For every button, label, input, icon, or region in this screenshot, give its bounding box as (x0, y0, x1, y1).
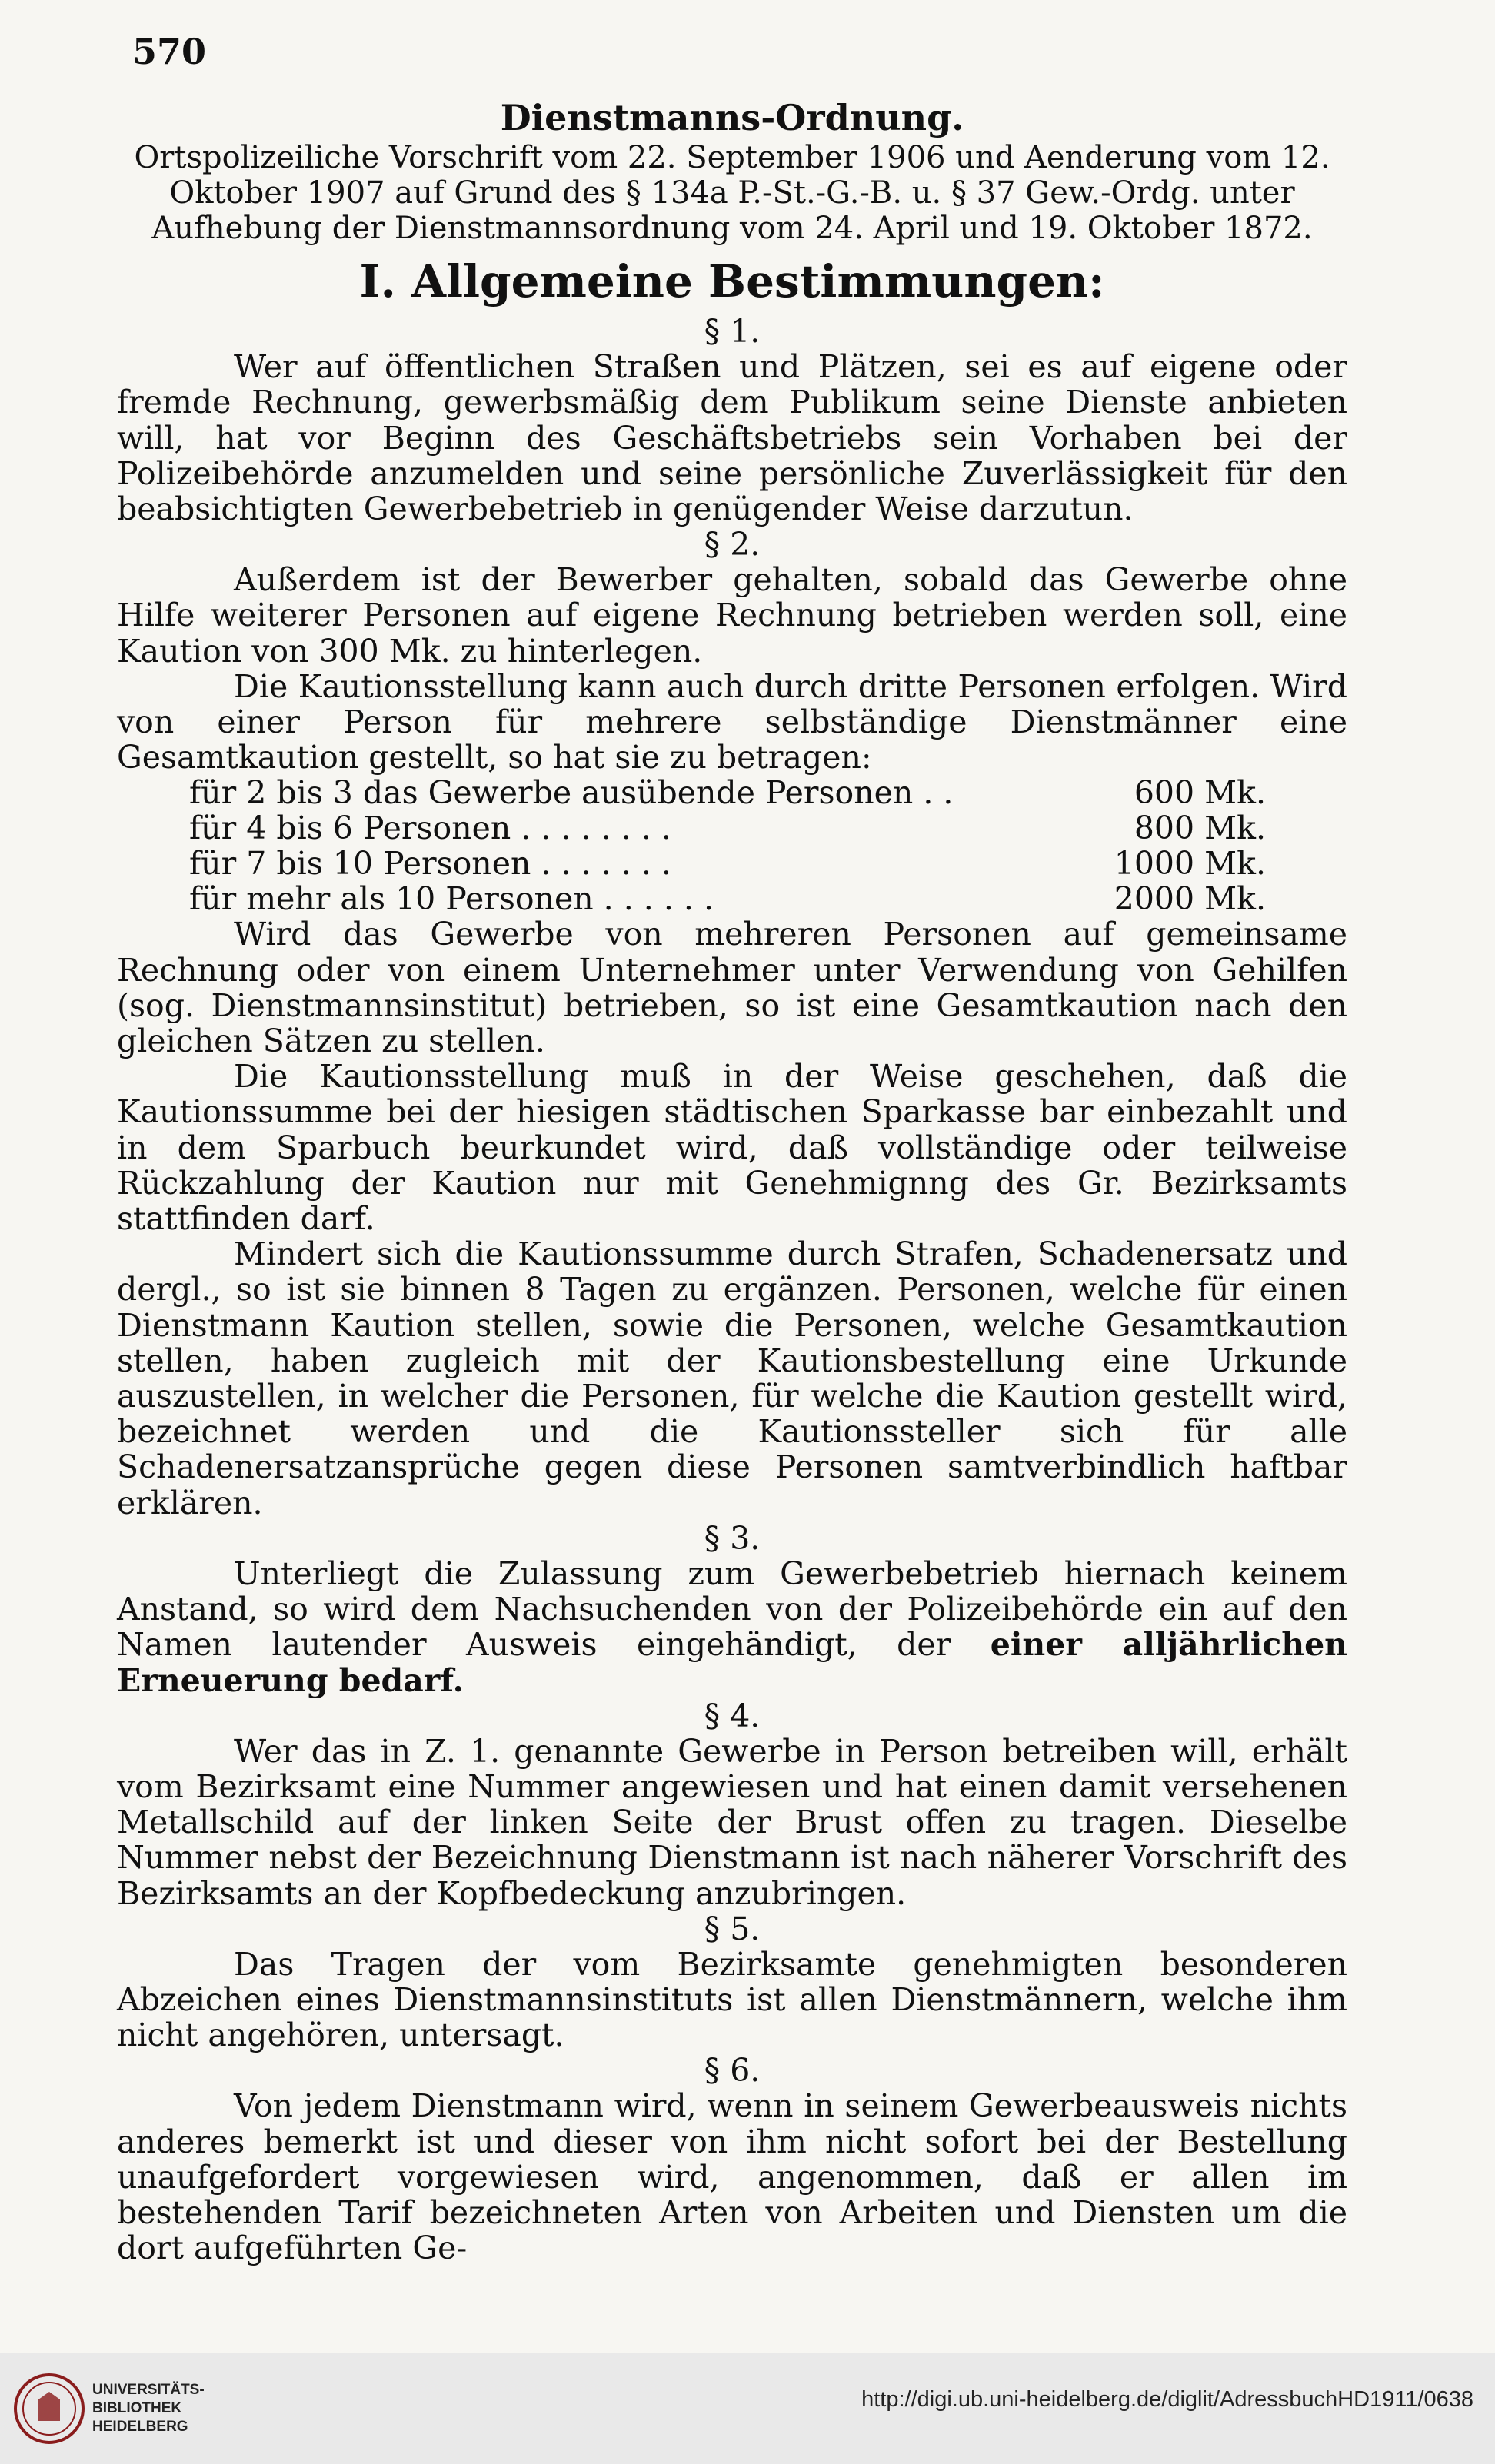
source-url-link[interactable]: http://digi.ub.uni-heidelberg.de/diglit/AdressbuchHD1911/0638 (861, 2387, 1473, 2412)
table-row (189, 846, 1266, 881)
paragraph-mark-3: § 3. (704, 1519, 761, 1557)
paragraph-2-text-2: Die Kautionsstellung kann auch durch dritte Personen erfolgen. Wird von einer Person für mehrere selbständige Dienstmänner eine Gesamtkaution gestellt, so hat sie zu betragen: (117, 667, 1347, 776)
library-name-line: HEIDELBERG (92, 2419, 188, 2435)
paragraph-mark-5: § 5. (704, 1910, 761, 1947)
paragraph-2-text-1: Außerdem ist der Bewerber gehalten, sobald das Gewerbe ohne Hilfe weiterer Personen auf eigene Rechnung betrieben werden soll, eine Kaution von 300 Mk. zu hinterlegen. (117, 561, 1347, 670)
paragraph-1-text: Wer auf öffentlichen Straßen und Plätzen, sei es auf eigene oder fremde Rechnung, gewerbsmäßig dem Publikum seine Dienste anbieten will, hat vor Beginn des Geschäftsbetriebs sein Vorhaben bei der Polizeibehörde anzumelden und seine persönliche Zuverlässigkeit für den beabsichtigten Gewerbebetrieb in genügender Weise darzutun. (117, 348, 1347, 528)
fee-label: für mehr als 10 Personen . . . . . . (189, 880, 714, 918)
paragraph-mark-6: § 6. (704, 2052, 761, 2090)
library-name-line: BIBLIOTHEK (92, 2400, 182, 2416)
table-row (189, 881, 1266, 916)
paragraph-mark-2: § 2. (704, 526, 761, 564)
document-body (117, 97, 1347, 2267)
library-name-line: UNIVERSITÄTS- (92, 2382, 205, 2398)
paragraph-3-emphasis: einer alljährlichen Erneuerung bedarf. (117, 1626, 1347, 1699)
paragraph-2-text-5: Mindert sich die Kautionssumme durch Strafen, Schadenersatz und dergl., so ist sie binnen 8 Tagen zu ergänzen. Personen, welche für einen Dienstmann Kaution stellen, sowie die Personen, welche Gesamtkaution stellen, haben zugleich mit der Kautionsbestellung eine Urkunde auszustellen, in welcher die Personen, für welche die Kaution gestellt wird, bezeichnet werden und die Kautionssteller sich für alle Schadenersatzansprüche gegen diese Personen samtverbindlich haftbar erklären. (117, 1235, 1347, 1521)
paragraph-mark-4: § 4. (704, 1697, 761, 1734)
document-subtitle: Ortspolizeiliche Vorschrift vom 22. September 1906 und Aenderung vom 12. Oktober 1907 auf Grund des § 134a P.-St.-G.-B. u. § 37 Gew.-Ordg. unter Aufhebung der Dienstmannsordnung vom 24. April und 19. Oktober 1872. (134, 140, 1330, 247)
viewer-footer (0, 2353, 1495, 2464)
fee-amount: 1000 Mk. (1114, 845, 1266, 883)
section-heading: I. Allgemeine Bestimmungen: (359, 255, 1105, 308)
document-title: Dienstmanns-Ordnung. (500, 97, 964, 138)
table-row (189, 775, 1266, 810)
library-name (92, 2381, 205, 2436)
paragraph-4-text: Wer das in Z. 1. genannte Gewerbe in Person betreiben will, erhält vom Bezirksamt eine Nummer angewiesen und hat einen damit versehenen Metallschild auf der linken Seite der Brust offen zu tragen. Dieselbe Nummer nebst der Bezeichnung Dienstmann ist nach näherer Vorschrift des Bezirksamts an der Kopfbedeckung anzubringen. (117, 1732, 1347, 1912)
fee-amount: 2000 Mk. (1114, 880, 1266, 918)
paragraph-3-text (117, 1556, 1347, 1698)
paragraph-3-main: Unterliegt die Zulassung zum Gewerbebetrieb hiernach keinem Anstand, so wird dem Nachsuchenden von der Polizeibehörde ein auf den Namen lautender Ausweis eingehändigt, der (117, 1555, 1347, 1664)
paragraph-mark-1: § 1. (704, 313, 761, 351)
paragraph-5-text: Das Tragen der vom Bezirksamte genehmigten besonderen Abzeichen eines Dienstmannsinstituts ist allen Dienstmännern, welche ihm nicht angehören, untersagt. (117, 1945, 1347, 2054)
university-seal-icon (11, 2370, 88, 2447)
fee-amount: 800 Mk. (1134, 810, 1266, 847)
table-row (189, 810, 1266, 846)
page-number: 570 (132, 31, 207, 72)
fee-label: für 7 bis 10 Personen . . . . . . . (189, 845, 671, 883)
paragraph-2-text-3: Wird das Gewerbe von mehreren Personen auf gemeinsame Rechnung oder von einem Unternehmer unter Verwendung von Gehilfen (sog. Dienstmannsinstitut) betrieben, so ist eine Gesamtkaution nach den gleichen Sätzen zu stellen. (117, 916, 1347, 1060)
fee-amount: 600 Mk. (1134, 774, 1266, 812)
fee-label: für 4 bis 6 Personen . . . . . . . . (189, 810, 671, 847)
paragraph-6-text: Von jedem Dienstmann wird, wenn in seinem Gewerbeausweis nichts anderes bemerkt ist und dieser von ihm nicht sofort bei der Bestellung unaufgefordert vorgewiesen wird, angenommen, daß er allen im bestehenden Tarif bezeichneten Arten von Arbeiten und Diensten um die dort aufgeführten Ge- (117, 2087, 1347, 2267)
bond-amount-table (189, 775, 1266, 916)
paragraph-2-text-4: Die Kautionsstellung muß in der Weise geschehen, daß die Kautionssumme bei der hiesigen städtischen Sparkasse bar einbezahlt und in dem Sparbuch beurkundet wird, daß vollständige oder teilweise Rückzahlung der Kaution nur mit Genehmignng des Gr. Bezirksamts stattfinden darf. (117, 1058, 1347, 1238)
fee-label: für 2 bis 3 das Gewerbe ausübende Personen . . (189, 774, 954, 812)
